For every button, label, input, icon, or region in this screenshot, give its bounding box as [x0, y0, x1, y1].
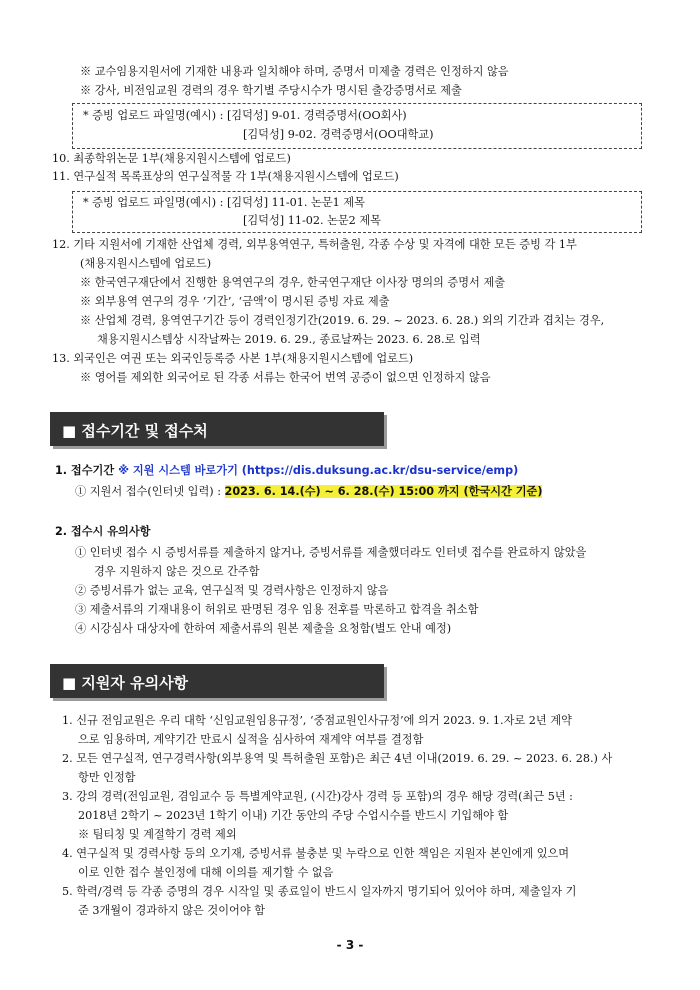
- section-header-applicant-notes: [50, 664, 384, 698]
- applicant-note-4: 4. 연구실적 및 경력사항 등의 오기재, 증빙서류 불충분 및 누락으로 인한 책임은 지원자 본인에게 있으며: [62, 847, 570, 860]
- applicant-note-3-cont: 2018년 2학기 ~ 2023년 1학기 이내) 기간 동안의 주당 수업시수를 반드시 기입해야 함: [78, 809, 509, 822]
- example-filename-1: * 증빙 업로드 파일명(예시) : [김덕성] 9-01. 경력증명서(OO회사): [83, 109, 407, 122]
- applicant-note-1: 1. 신규 전임교원은 우리 대학 ‘신임교원임용규정’, ‘중점교원인사규정’에 의거 2023. 9. 1.자로 2년 계약: [62, 714, 572, 727]
- note-career-match: ※ 교수임용지원서에 기재한 내용과 일치해야 하며, 증명서 미제출 경력은 인정하지 않음: [80, 65, 509, 78]
- applicant-note-3: 3. 강의 경력(전임교원, 겸임교수 등 특별계약교원, (시간)강사 경력 등 포함)의 경우 해당 경력(최근 5년 :: [62, 790, 573, 803]
- example-box-career: [72, 103, 642, 149]
- example-paper-1: * 증빙 업로드 파일명(예시) : [김덕성] 11-01. 논문1 제목: [83, 196, 365, 209]
- example-paper-2: [김덕성] 11-02. 논문2 제목: [243, 214, 381, 227]
- applicant-note-4-cont: 이로 인한 접수 불인정에 대해 이의를 제기할 수 없음: [78, 866, 334, 879]
- section-header-application: [50, 412, 384, 446]
- item-13: 13. 외국인은 여권 또는 외국인등록증 사본 1부(채용지원시스템에 업로드): [52, 352, 414, 365]
- item-12-note-1: ※ 한국연구재단에서 진행한 용역연구의 경우, 한국연구재단 이사장 명의의 증명서 제출: [80, 276, 506, 289]
- item-12-note-3-cont: 채용지원시스템상 시작날짜는 2019. 6. 29., 종료날짜는 2023. 6. 28.로 입력: [97, 333, 481, 346]
- item-12-note-3: ※ 산업체 경력, 용역연구기간 등이 경력인정기간(2019. 6. 29. ~ 2023. 6. 28.) 외의 기간과 겹치는 경우,: [80, 314, 605, 327]
- item-12: 12. 기타 지원서에 기재한 산업체 경력, 외부용역연구, 특허출원, 각종 수상 및 자격에 대한 모든 증빙 각 1부: [52, 238, 577, 251]
- item-13-note: ※ 영어를 제외한 외국어로 된 각종 서류는 한국어 번역 공증이 없으면 인정하지 않음: [80, 371, 491, 384]
- application-note-4: ④ 시강심사 대상자에 한하여 제출서류의 원본 제출을 요청함(별도 안내 예정): [75, 622, 452, 635]
- heading-text: 1. 접수기간: [55, 464, 115, 477]
- note-lecturer-certificate: ※ 강사, 비전임교원 경력의 경우 학기별 주당시수가 명시된 출강증명서로 제출: [80, 84, 462, 97]
- deadline-highlight: 2023. 6. 14.(수) ~ 6. 28.(수) 15:00 까지 (한국시간 기준): [224, 485, 543, 498]
- example-filename-2: [김덕성] 9-02. 경력증명서(OO대학교): [243, 128, 434, 141]
- page-number: - 3 -: [336, 938, 364, 952]
- application-note-3: ③ 제출서류의 기재내용이 허위로 판명된 경우 임용 전후를 막론하고 합격을 취소함: [75, 603, 479, 616]
- applicant-note-1-cont: 으로 임용하며, 계약기간 만료시 실적을 심사하여 재계약 여부를 결정함: [78, 733, 424, 746]
- application-period-heading: [55, 462, 518, 480]
- application-notes-heading: 2. 접수시 유의사항: [55, 525, 151, 538]
- item-12-note-2: ※ 외부용역 연구의 경우 ‘기간’, ‘금액’이 명시된 증빙 자료 제출: [80, 295, 390, 308]
- application-submission-period: [75, 483, 542, 501]
- section-title: ■ 접수기간 및 접수처: [62, 422, 208, 440]
- item-11: 11. 연구실적 목록표상의 연구실적물 각 1부(채용지원시스템에 업로드): [52, 170, 399, 183]
- example-box-papers: [72, 191, 642, 233]
- submission-label: ① 지원서 접수(인터넷 입력) :: [75, 485, 225, 498]
- application-note-2: ② 증빙서류가 없는 교육, 연구실적 및 경력사항은 인정하지 않음: [75, 584, 389, 597]
- item-12-cont: (채용지원시스템에 업로드): [80, 257, 212, 270]
- application-note-1: ① 인터넷 접수 시 증빙서류를 제출하지 않거나, 증빙서류를 제출했더라도 인터넷 접수를 완료하지 않았을: [75, 546, 587, 559]
- applicant-note-2: 2. 모든 연구실적, 연구경력사항(외부용역 및 특허출원 포함)은 최근 4년 이내(2019. 6. 29. ~ 2023. 6. 28.) 사: [62, 752, 613, 765]
- section-title: ■ 지원자 유의사항: [62, 674, 189, 692]
- applicant-note-5: 5. 학력/경력 등 각종 증명의 경우 시작일 및 종료일이 반드시 일자까지 명기되어 있어야 하며, 제출일자 기: [62, 885, 577, 898]
- application-system-link[interactable]: ※ 지원 시스템 바로가기 (https://dis.duksung.ac.kr/dsu-service/emp): [118, 464, 519, 477]
- application-note-1-cont: 경우 지원하지 않은 것으로 간주함: [94, 565, 260, 578]
- applicant-note-2-cont: 항만 인정함: [78, 771, 136, 784]
- item-10: 10. 최종학위논문 1부(채용지원시스템에 업로드): [52, 152, 291, 165]
- applicant-note-3-exception: ※ 팀티칭 및 계절학기 경력 제외: [78, 828, 237, 841]
- applicant-note-5-cont: 준 3개월이 경과하지 않은 것이어야 함: [78, 904, 266, 917]
